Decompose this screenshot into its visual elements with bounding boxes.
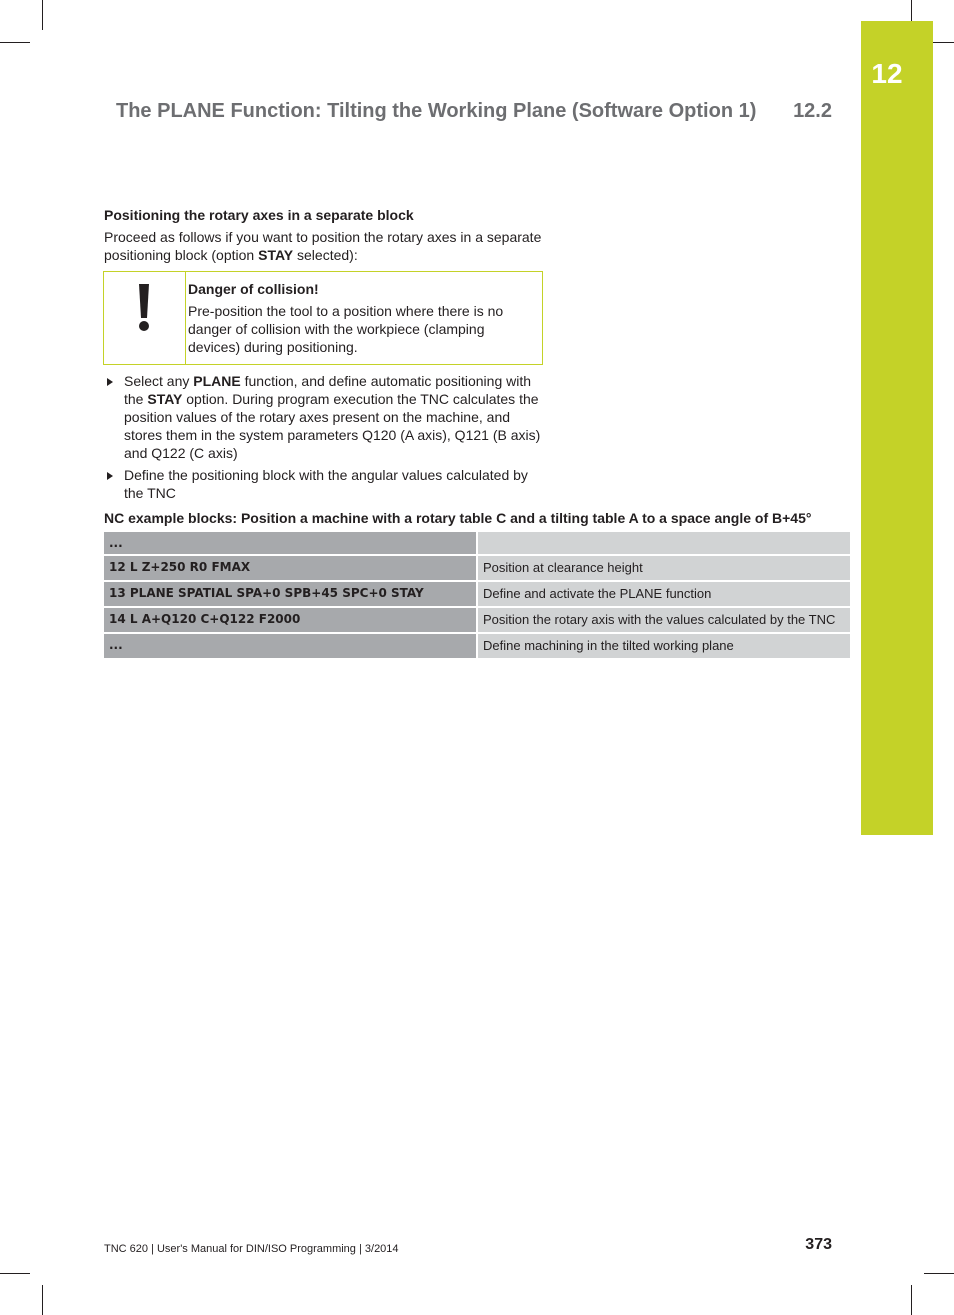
exclamation-icon [134, 282, 154, 332]
subheading: Positioning the rotary axes in a separate block [104, 207, 414, 223]
crop-mark [42, 1285, 43, 1315]
triangle-arrow-icon [107, 378, 113, 386]
table-row [104, 582, 850, 608]
list-item [104, 466, 544, 502]
warning-text: Pre-position the tool to a position where there is no danger of collision with the workpiece (clamping devices) during positioning. [188, 303, 504, 355]
page-number: 373 [805, 1236, 832, 1253]
triangle-arrow-icon [107, 472, 113, 480]
intro-text-end: selected): [293, 247, 358, 263]
nc-example-table [104, 532, 850, 660]
bullet-text: function, and define automatic positioning with the [124, 373, 532, 407]
header-title: The PLANE Function: Tilting the Working Plane (Software Option 1) [116, 100, 757, 122]
crop-mark [911, 1285, 912, 1315]
table-row [104, 634, 850, 660]
bullet-text: Define the positioning block with the angular values calculated by the TNC [124, 467, 528, 501]
header-section: 12.2 [793, 100, 832, 122]
crop-mark [0, 1273, 30, 1274]
crop-mark [0, 42, 30, 43]
bullet-text: Select any [124, 373, 194, 389]
bullet-text: option. During program execution the TNC calculates the position values of the rotary axes present on the machine, and stores them in the system parameters Q120 (A axis), Q121 (B axis) and Q122 (C axis) [124, 391, 541, 461]
step-list [104, 372, 544, 506]
nc-desc-cell: Position at clearance height [478, 556, 850, 582]
footer-text: TNC 620 | User's Manual for DIN/ISO Programming | 3/2014 [104, 1243, 399, 1255]
bullet-keyword: STAY [147, 391, 183, 407]
intro-keyword: STAY [258, 247, 294, 263]
crop-mark [924, 1273, 954, 1274]
table-row [104, 556, 850, 582]
nc-code-cell: ... [104, 634, 478, 660]
warning-icon-column [104, 272, 186, 364]
nc-code-cell: 12 L Z+250 R0 FMAX [104, 556, 478, 582]
table-row [104, 608, 850, 634]
nc-example-title: NC example blocks: Position a machine with a rotary table C and a tilting table A to a space angle of B+45° [104, 510, 812, 526]
crop-mark [42, 0, 43, 30]
nc-code-cell: ... [104, 532, 478, 556]
warning-title: Danger of collision! [188, 281, 319, 297]
nc-desc-cell [478, 532, 850, 556]
chapter-tab [861, 21, 933, 835]
nc-desc-cell: Position the rotary axis with the values calculated by the TNC [478, 608, 850, 634]
chapter-number: 12 [871, 58, 903, 89]
list-item [104, 372, 544, 462]
nc-desc-cell: Define machining in the tilted working plane [478, 634, 850, 660]
intro-text: Proceed as follows if you want to position the rotary axes in a separate positioning block (option [104, 229, 542, 263]
intro-paragraph [104, 228, 544, 264]
nc-desc-cell: Define and activate the PLANE function [478, 582, 850, 608]
nc-code-cell: 13 PLANE SPATIAL SPA+0 SPB+45 SPC+0 STAY [104, 582, 478, 608]
warning-box [103, 271, 543, 365]
table-row [104, 532, 850, 556]
bullet-keyword: PLANE [193, 373, 241, 389]
running-header [116, 100, 832, 123]
nc-code-cell: 14 L A+Q120 C+Q122 F2000 [104, 608, 478, 634]
